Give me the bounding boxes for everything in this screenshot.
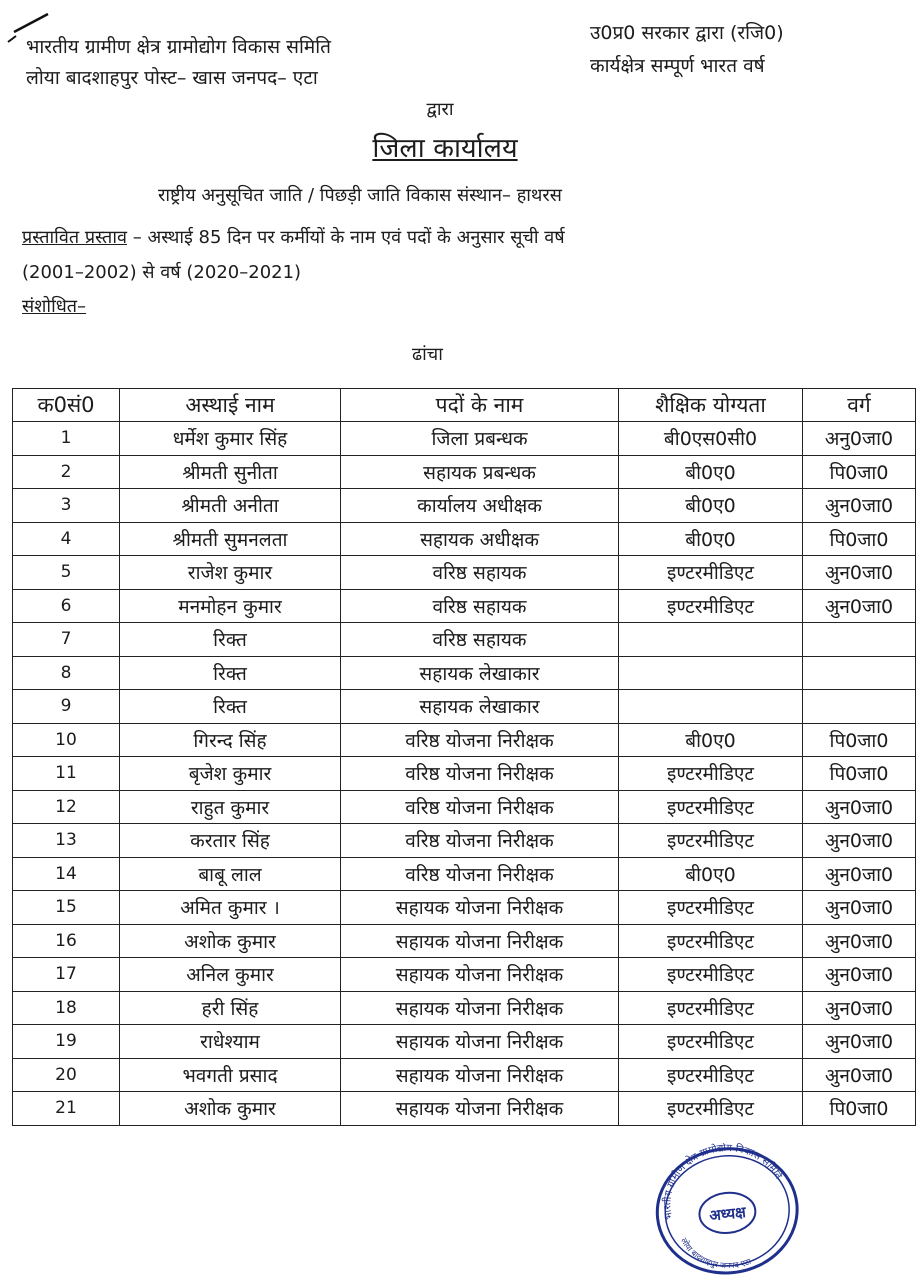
dwara-label: द्वारा <box>426 99 454 120</box>
table-row <box>13 656 916 690</box>
cell-qualification: इण्टरमीडिएट <box>619 556 803 590</box>
header-category: वर्ग <box>803 389 916 422</box>
cell-name: मनमोहन कुमार <box>120 589 341 623</box>
table-row <box>13 790 916 824</box>
cell-name: श्रीमती अनीता <box>120 489 341 523</box>
cell-name: राधेश्याम <box>120 1025 341 1059</box>
cell-category: अुन0जा0 <box>803 958 916 992</box>
cell-serial: 19 <box>13 1025 120 1059</box>
institute-line: राष्ट्रीय अनुसूचित जाति / पिछड़ी जाति विकास संस्थान– हाथरस <box>158 185 562 206</box>
cell-serial: 16 <box>13 924 120 958</box>
cell-category: अुन0जा0 <box>803 1058 916 1092</box>
cell-serial: 6 <box>13 589 120 623</box>
cell-category <box>803 623 916 657</box>
table-row <box>13 556 916 590</box>
cell-name: रिक्त <box>120 690 341 724</box>
cell-post: वरिष्ठ योजना निरीक्षक <box>341 857 619 891</box>
cell-serial: 3 <box>13 489 120 523</box>
cell-serial: 2 <box>13 455 120 489</box>
header-serial: क0सं0 <box>13 389 120 422</box>
cell-qualification: बी0ए0 <box>619 522 803 556</box>
cell-name: भवगती प्रसाद <box>120 1058 341 1092</box>
cell-qualification: इण्टरमीडिएट <box>619 824 803 858</box>
cell-serial: 13 <box>13 824 120 858</box>
cell-serial: 7 <box>13 623 120 657</box>
cell-serial: 18 <box>13 991 120 1025</box>
cell-post: वरिष्ठ योजना निरीक्षक <box>341 790 619 824</box>
cell-serial: 8 <box>13 656 120 690</box>
header-qualification: शैक्षिक योग्यता <box>619 389 803 422</box>
cell-serial: 20 <box>13 1058 120 1092</box>
cell-qualification: बी0ए0 <box>619 455 803 489</box>
proposal-label: प्रस्तावित प्रस्ताव <box>22 227 127 248</box>
cell-qualification: इण्टरमीडिएट <box>619 790 803 824</box>
cell-qualification <box>619 690 803 724</box>
revised-label: संशोधित– <box>22 296 87 317</box>
cell-post: सहायक योजना निरीक्षक <box>341 891 619 925</box>
cell-qualification: बी0एस0सी0 <box>619 422 803 456</box>
cell-post: सहायक योजना निरीक्षक <box>341 1092 619 1126</box>
cell-serial: 17 <box>13 958 120 992</box>
cell-category: अुन0जा0 <box>803 489 916 523</box>
cell-name: गिरन्द सिंह <box>120 723 341 757</box>
cell-category: पि0जा0 <box>803 723 916 757</box>
svg-text:अध्यक्ष: अध्यक्ष <box>708 1203 747 1225</box>
cell-post: वरिष्ठ योजना निरीक्षक <box>341 824 619 858</box>
table-row <box>13 824 916 858</box>
table-row <box>13 857 916 891</box>
cell-category <box>803 690 916 724</box>
cell-qualification: इण्टरमीडिएट <box>619 1025 803 1059</box>
table-row <box>13 489 916 523</box>
cell-serial: 10 <box>13 723 120 757</box>
cell-serial: 5 <box>13 556 120 590</box>
table-row <box>13 891 916 925</box>
workarea-line: कार्यक्षेत्र सम्पूर्ण भारत वर्ष <box>590 55 765 77</box>
cell-category: पि0जा0 <box>803 1092 916 1126</box>
cell-serial: 11 <box>13 757 120 791</box>
cell-post: वरिष्ठ सहायक <box>341 623 619 657</box>
cell-name: धर्मेश कुमार सिंह <box>120 422 341 456</box>
header-name: अस्थाई नाम <box>120 389 341 422</box>
cell-post: सहायक योजना निरीक्षक <box>341 1058 619 1092</box>
proposal-text: – अस्थाई 85 दिन पर कर्मीयों के नाम एवं पदों के अनुसार सूची वर्ष <box>127 227 565 248</box>
cell-name: बृजेश कुमार <box>120 757 341 791</box>
cell-category: अुन0जा0 <box>803 991 916 1025</box>
table-row <box>13 422 916 456</box>
cell-post: सहायक लेखाकार <box>341 656 619 690</box>
cell-post: वरिष्ठ सहायक <box>341 556 619 590</box>
org-name: भारतीय ग्रामीण क्षेत्र ग्रामोद्योग विकास समिति <box>26 36 332 58</box>
cell-category: अुन0जा0 <box>803 891 916 925</box>
cell-serial: 14 <box>13 857 120 891</box>
cell-qualification: इण्टरमीडिएट <box>619 924 803 958</box>
cell-name: हरी सिंह <box>120 991 341 1025</box>
cell-post: सहायक लेखाकार <box>341 690 619 724</box>
cell-serial: 9 <box>13 690 120 724</box>
cell-qualification: इण्टरमीडिएट <box>619 958 803 992</box>
cell-post: वरिष्ठ योजना निरीक्षक <box>341 723 619 757</box>
cell-category: अुन0जा0 <box>803 1025 916 1059</box>
cell-category: अुन0जा0 <box>803 824 916 858</box>
table-row <box>13 958 916 992</box>
table-row <box>13 757 916 791</box>
structure-label: ढांचा <box>412 344 443 365</box>
cell-qualification <box>619 656 803 690</box>
registration-line: उ0प्र0 सरकार द्वारा (रजि0) <box>590 22 784 44</box>
office-title: जिला कार्यालय <box>372 133 518 164</box>
cell-category: पि0जा0 <box>803 757 916 791</box>
table-row <box>13 723 916 757</box>
cell-name: राजेश कुमार <box>120 556 341 590</box>
cell-post: सहायक योजना निरीक्षक <box>341 1025 619 1059</box>
cell-post: सहायक अधीक्षक <box>341 522 619 556</box>
cell-category: पि0जा0 <box>803 455 916 489</box>
org-address: लोया बादशाहपुर पोस्ट– खास जनपद– एटा <box>26 67 318 89</box>
cell-category: अुन0जा0 <box>803 556 916 590</box>
cell-qualification: इण्टरमीडिएट <box>619 891 803 925</box>
table-row <box>13 522 916 556</box>
table-row <box>13 1092 916 1126</box>
table-header-row <box>13 389 916 422</box>
cell-name: श्रीमती सुनीता <box>120 455 341 489</box>
cell-name: अशोक कुमार <box>120 924 341 958</box>
cell-name: श्रीमती सुमनलता <box>120 522 341 556</box>
table-row <box>13 1058 916 1092</box>
table-row <box>13 455 916 489</box>
staff-table <box>12 388 916 1126</box>
cell-category: अुन0जा0 <box>803 589 916 623</box>
cell-post: कार्यालय अधीक्षक <box>341 489 619 523</box>
table-row <box>13 690 916 724</box>
cell-category <box>803 656 916 690</box>
svg-text:भारतीय ग्रामीण क्षेत्र ग्रामोद: भारतीय ग्रामीण क्षेत्र ग्रामोद्योग विकास समिति <box>662 1143 784 1221</box>
cell-serial: 12 <box>13 790 120 824</box>
cell-qualification: इण्टरमीडिएट <box>619 589 803 623</box>
table-row <box>13 589 916 623</box>
cell-serial: 21 <box>13 1092 120 1126</box>
table-row <box>13 991 916 1025</box>
table-row <box>13 623 916 657</box>
cell-qualification: बी0ए0 <box>619 489 803 523</box>
cell-qualification: इण्टरमीडिएट <box>619 757 803 791</box>
svg-text:लोया बादशाहपुर जनपद एटा: लोया बादशाहपुर जनपद एटा <box>679 1236 753 1271</box>
proposal-years: (2001–2002) से वर्ष (2020–2021) <box>22 262 302 283</box>
cell-qualification: बी0ए0 <box>619 723 803 757</box>
cell-qualification: इण्टरमीडिएट <box>619 1092 803 1126</box>
cell-name: करतार सिंह <box>120 824 341 858</box>
cell-name: अमित कुमार । <box>120 891 341 925</box>
cell-post: वरिष्ठ योजना निरीक्षक <box>341 757 619 791</box>
cell-name: अनिल कुमार <box>120 958 341 992</box>
president-seal-stamp <box>650 1143 802 1275</box>
cell-serial: 15 <box>13 891 120 925</box>
cell-name: राहुत कुमार <box>120 790 341 824</box>
cell-name: रिक्त <box>120 656 341 690</box>
cell-serial: 4 <box>13 522 120 556</box>
cell-category: पि0जा0 <box>803 522 916 556</box>
cell-post: जिला प्रबन्धक <box>341 422 619 456</box>
table-row <box>13 924 916 958</box>
cell-post: सहायक योजना निरीक्षक <box>341 991 619 1025</box>
cell-category: अुन0जा0 <box>803 790 916 824</box>
cell-post: सहायक योजना निरीक्षक <box>341 924 619 958</box>
cell-post: वरिष्ठ सहायक <box>341 589 619 623</box>
cell-category: अुन0जा0 <box>803 924 916 958</box>
cell-post: सहायक प्रबन्धक <box>341 455 619 489</box>
cell-category: अुन0जा0 <box>803 857 916 891</box>
proposal-line <box>22 225 565 249</box>
cell-name: रिक्त <box>120 623 341 657</box>
cell-post: सहायक योजना निरीक्षक <box>341 958 619 992</box>
header-post: पदों के नाम <box>341 389 619 422</box>
table-row <box>13 1025 916 1059</box>
cell-qualification: बी0ए0 <box>619 857 803 891</box>
cell-qualification <box>619 623 803 657</box>
cell-name: बाबू लाल <box>120 857 341 891</box>
cell-category: अनु0जा0 <box>803 422 916 456</box>
cell-serial: 1 <box>13 422 120 456</box>
cell-qualification: इण्टरमीडिएट <box>619 1058 803 1092</box>
cell-name: अशोक कुमार <box>120 1092 341 1126</box>
cell-qualification: इण्टरमीडिएट <box>619 991 803 1025</box>
